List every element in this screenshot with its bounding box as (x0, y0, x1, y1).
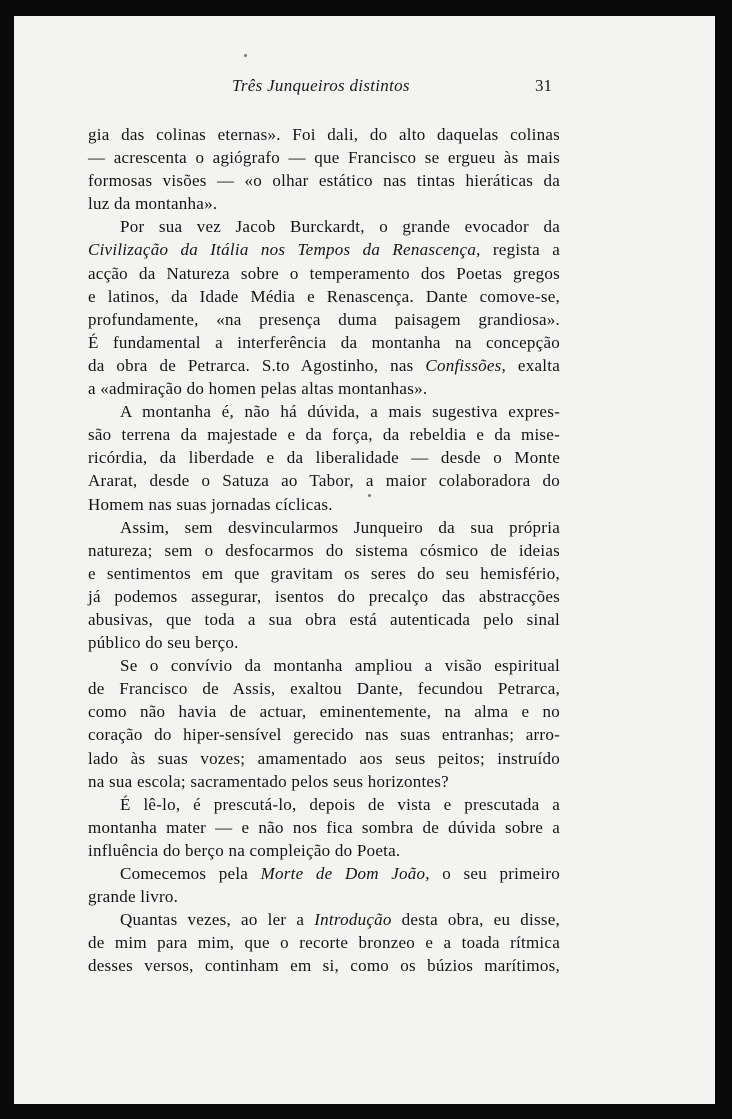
text-run: Se o convívio da montanha ampliou a visão espiritual (120, 656, 560, 676)
page-header (14, 76, 715, 100)
text-line (88, 493, 560, 516)
text-run: — acrescenta o agiógrafo — que Francisco se ergueu às mais (88, 148, 560, 168)
text-run: regista a (480, 240, 560, 260)
text-line (88, 285, 560, 308)
text-line (88, 146, 560, 169)
text-run: formosas visões — «o olhar estático nas tintas hieráticas da (88, 171, 560, 191)
text-run: lado às suas vozes; amamentado aos seus peitos; instruído (88, 748, 560, 768)
text-line (88, 169, 560, 192)
italic-title: Civilização da Itália nos Tempos da Renascença, (88, 240, 481, 260)
text-run: grande livro. (88, 887, 179, 907)
text-run: coração do hiper-sensível gerecido nas suas entranhas; arro- (88, 725, 560, 745)
text-line (88, 700, 560, 723)
text-run: público do seu berço. (88, 633, 239, 653)
text-line (88, 238, 560, 261)
text-run: É lê-lo, é prescutá-lo, depois de vista e prescutada a (120, 794, 560, 814)
text-line (88, 931, 560, 954)
text-line (88, 539, 560, 562)
text-line (88, 816, 560, 839)
text-line (88, 423, 560, 446)
text-run: e sentimentos em que gravitam os seres do seu hemisfério, (88, 563, 560, 583)
text-run: É fundamental a interferência da montanha na concepção (88, 332, 560, 352)
text-run: Por sua vez Jacob Burckardt, o grande evocador da (120, 217, 560, 237)
text-run: e latinos, da Idade Média e Renascença. Dante comove-se, (88, 286, 560, 306)
text-run: exalta (506, 355, 560, 375)
text-line (88, 908, 560, 931)
book-page (14, 16, 715, 1104)
body-text (88, 123, 560, 977)
text-line (88, 469, 560, 492)
text-run: como não havia de actuar, eminentemente, na alma e no (88, 702, 560, 722)
text-line (88, 747, 560, 770)
text-line (88, 262, 560, 285)
text-line (88, 400, 560, 423)
text-line (88, 562, 560, 585)
text-run: já podemos assegurar, isentos do precalço das abstracções (88, 586, 560, 606)
text-run: da obra de Petrarca. S.to Agostinho, nas (88, 355, 426, 375)
text-run: Quantas vezes, ao ler a (120, 910, 315, 930)
text-run: a «admiração do homen pelas altas montanhas». (88, 379, 428, 399)
text-run: montanha mater — e não nos fica sombra de dúvida sobre a (88, 817, 560, 837)
text-line (88, 446, 560, 469)
text-run: abusivas, que toda a sua obra está autenticada pelo sinal (88, 609, 560, 629)
text-line (88, 677, 560, 700)
text-run: natureza; sem o desfocarmos do sistema cósmico de ideias (88, 540, 560, 560)
page-number: 31 (535, 76, 552, 95)
text-line (88, 331, 560, 354)
text-line (88, 793, 560, 816)
italic-title: Confissões, (425, 355, 507, 375)
text-run: o seu primeiro (429, 864, 560, 883)
text-line (88, 654, 560, 677)
text-run: Homem nas suas jornadas cíclicas. (88, 494, 333, 514)
text-run: desses versos, continham em si, como os búzios marítimos, (88, 956, 560, 976)
text-run: ricórdia, da liberdade e da liberalidade — desde o Monte (88, 448, 560, 468)
text-run: luz da montanha». (88, 194, 218, 214)
text-run: gia das colinas eternas». Foi dali, do alto daquelas colinas (88, 125, 560, 144)
text-line (88, 516, 560, 539)
text-line (88, 215, 560, 238)
text-line (88, 954, 560, 977)
text-run: A montanha é, não há dúvida, a mais sugestiva expres- (120, 402, 560, 422)
text-run: Assim, sem desvincularmos Junqueiro da sua própria (120, 517, 560, 537)
text-line (88, 123, 560, 146)
italic-title: Morte de Dom João, (260, 864, 430, 883)
text-run: Ararat, desde o Satuza ao Tabor, a maior colaboradora do (88, 471, 560, 491)
text-line (88, 585, 560, 608)
text-line (88, 862, 560, 885)
text-line (88, 308, 560, 331)
text-run: profundamente, «na presença duma paisagem grandiosa». (88, 309, 560, 329)
text-run: desta obra, eu disse, (391, 910, 561, 930)
scan-speck (368, 494, 371, 497)
text-run: acção da Natureza sobre o temperamento dos Poetas gregos (88, 263, 560, 283)
text-line (88, 839, 560, 862)
running-title: Três Junqueiros distintos (232, 76, 410, 95)
text-line (88, 885, 560, 908)
text-run: influência do berço na compleição do Poeta. (88, 840, 401, 860)
text-line (88, 377, 560, 400)
text-line (88, 723, 560, 746)
italic-title: Introdução (314, 910, 392, 930)
text-run: de mim para mim, que o recorte bronzeo e a toada rítmica (88, 933, 560, 953)
text-line (88, 354, 560, 377)
text-run: são terrena da majestade e da força, da rebeldia e da mise- (88, 425, 560, 445)
text-run: de Francisco de Assis, exaltou Dante, fecundou Petrarca, (88, 679, 560, 699)
text-run: na sua escola; sacramentado pelos seus horizontes? (88, 771, 449, 791)
text-run: Comecemos pela (120, 864, 261, 883)
text-line (88, 770, 560, 793)
text-line (88, 631, 560, 654)
scan-speck (244, 54, 247, 57)
text-line (88, 192, 560, 215)
text-line (88, 608, 560, 631)
